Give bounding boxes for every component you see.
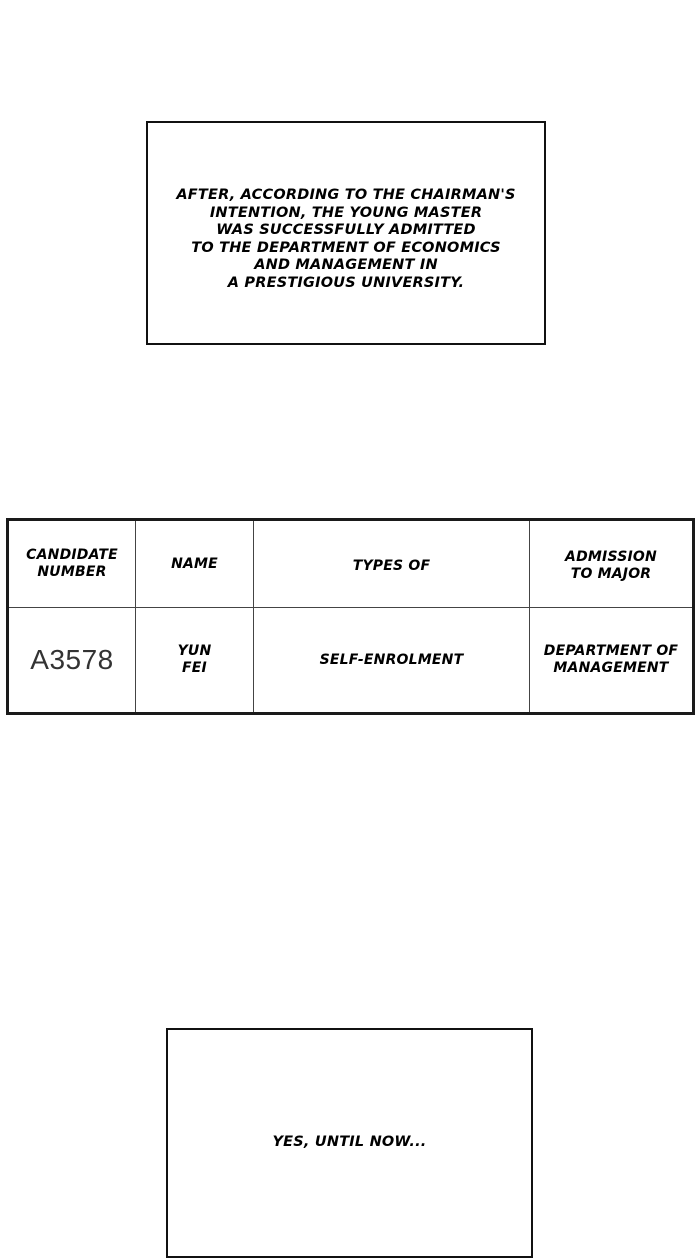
candidate-number-value: A3578 (30, 644, 114, 675)
admission-table (6, 518, 695, 715)
bottom-caption-text: YES, UNTIL NOW... (272, 1134, 427, 1150)
cell-candidate-number (9, 608, 135, 712)
header-name-label: NAME (171, 555, 218, 572)
narration-box (146, 121, 546, 345)
narration-line: TO THE DEPARTMENT OF ECONOMICS (191, 239, 501, 256)
cell-type (254, 608, 529, 712)
name-line1: YUN (177, 643, 212, 659)
bottom-caption-box (166, 1028, 533, 1258)
header-types-of (254, 523, 529, 609)
major-line1: DEPARTMENT OF (543, 643, 679, 659)
header-types-of-label: TYPES OF (352, 557, 431, 574)
header-candidate-number (9, 521, 135, 607)
type-value: SELF-ENROLMENT (319, 651, 464, 668)
header-admission-line1: ADMISSION (565, 549, 657, 565)
header-candidate-number-line2: NUMBER (37, 564, 107, 580)
cell-major (530, 608, 692, 712)
major-line2: MANAGEMENT (553, 660, 669, 676)
narration-text (148, 187, 544, 293)
header-candidate-number-line1: CANDIDATE (26, 547, 118, 563)
narration-line: INTENTION, THE YOUNG MASTER (209, 204, 483, 221)
header-admission-to-major (530, 523, 692, 609)
narration-line: A PRESTIGIOUS UNIVERSITY. (227, 274, 465, 291)
cell-name (136, 608, 253, 712)
header-admission-line2: TO MAJOR (570, 566, 652, 582)
narration-line: AND MANAGEMENT IN (254, 257, 438, 274)
name-line2: FEI (182, 660, 207, 676)
header-name (136, 521, 253, 607)
narration-line: WAS SUCCESSFULLY ADMITTED (216, 222, 476, 239)
narration-line: AFTER, ACCORDING TO THE CHAIRMAN'S (176, 187, 516, 203)
